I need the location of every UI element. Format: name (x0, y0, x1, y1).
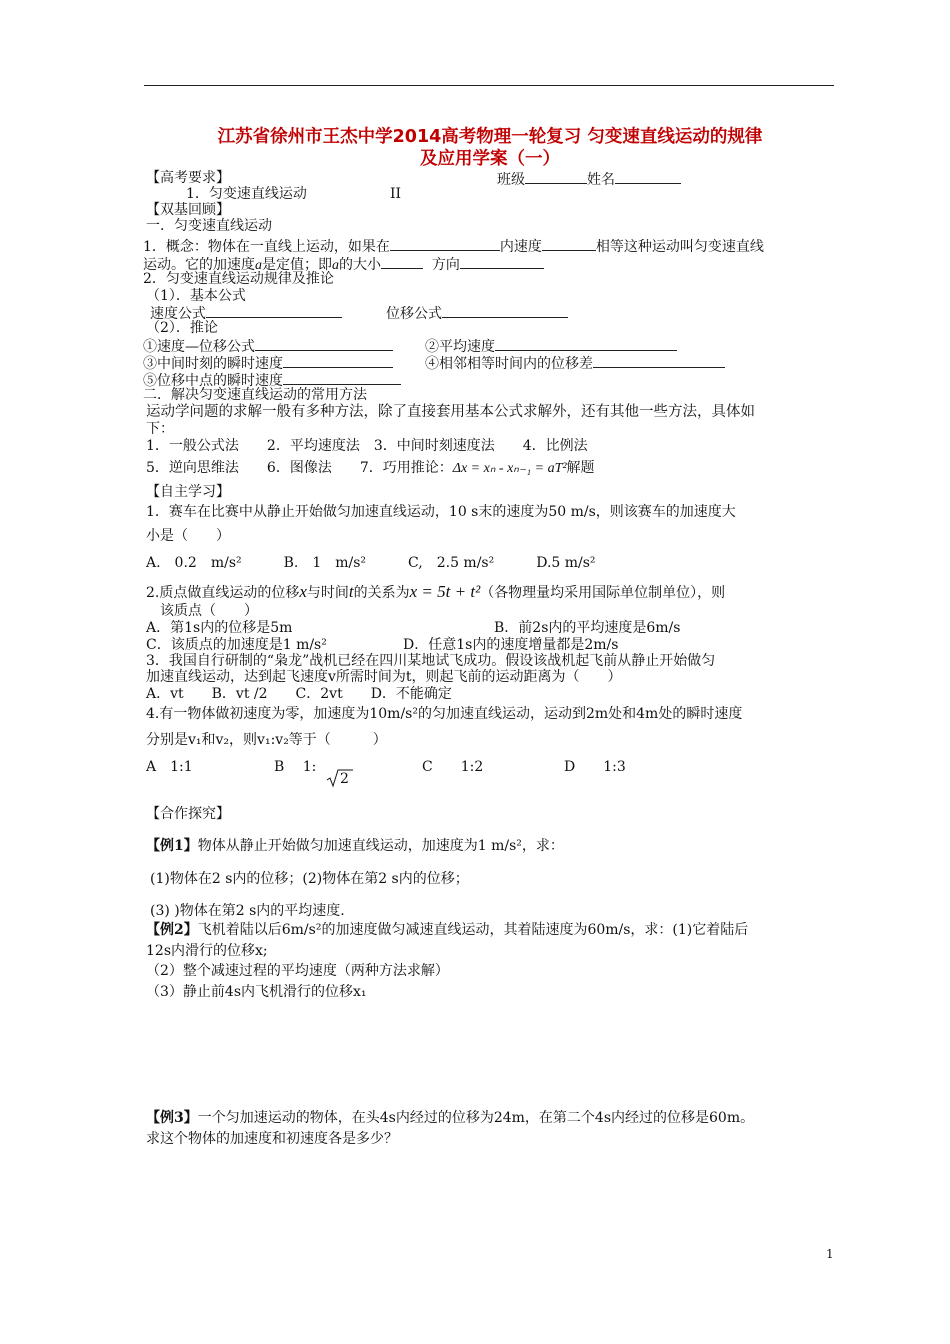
q2-line1: 2.质点做直线运动的位移x与时间t的关系为x = 5t + t²（各物理量均采用国际单位制单位），则 (146, 582, 726, 601)
gaokao-heading: 【高考要求】 (146, 170, 230, 186)
law-title: 2．匀变速直线运动规律及推论 (143, 271, 334, 287)
example2-part3: （3）静止前4s内飞机滑行的位移x₁ (146, 984, 367, 1000)
name-blank[interactable] (615, 170, 681, 184)
inf3-blank[interactable] (283, 354, 393, 368)
q4-line2: 分别是v₁和v₂，则v₁:v₂等于（ ） (146, 732, 387, 748)
methods-intro-1: 运动学问题的求解一般有多种方法，除了直接套用基本公式求解外，还有其他一些方法，具体如 (146, 404, 755, 420)
part1-title: 一．匀变速直线运动 (146, 218, 272, 234)
difference-formula: Δx = xₙ - xₙ₋₁ = aT² (452, 461, 567, 476)
inf4-blank[interactable] (593, 354, 725, 368)
q1-line2: 小是（ ） (146, 528, 230, 544)
methods-row-2: 5．逆向思维法 6．图像法 7．巧用推论：Δx = xₙ - xₙ₋₁ = aT²解题 (146, 460, 595, 476)
q1-options: A. 0.2 m/s² B. 1 m/s² C, 2.5 m/s² D.5 m/s² (146, 555, 596, 571)
page-number: 1 (826, 1247, 834, 1261)
req-item: 1．匀变速直线运动 (186, 186, 307, 202)
q4-option-d: D 1:3 (564, 759, 626, 775)
example2-tag: 【例2】 (146, 922, 198, 938)
concept-line2: 运动。它的加速度a是定值；即a的大小 方向 (143, 255, 544, 274)
concept-blank1[interactable] (390, 237, 500, 251)
inf2-blank[interactable] (495, 337, 677, 351)
example3-tag: 【例3】 (146, 1110, 198, 1126)
inf2-row: ②平均速度 (425, 337, 677, 355)
class-label: 班级 (497, 172, 525, 188)
class-blank[interactable] (525, 170, 587, 184)
velocity-blank[interactable] (206, 304, 342, 318)
inf1-row: ①速度—位移公式 (143, 337, 393, 355)
name-label: 姓名 (587, 172, 615, 188)
inf3-row: ③中间时刻的瞬时速度 (143, 354, 393, 372)
displacement-formula-row: 位移公式 (386, 304, 568, 322)
q1-line1: 1．赛车在比赛中从静止开始做匀加速直线运动，10 s末的速度为50 m/s，则该赛车的加速度大 (146, 504, 736, 520)
velocity-formula-row: 速度公式 (150, 304, 342, 322)
direction-blank[interactable] (460, 255, 544, 269)
q4-option-c: C 1:2 (422, 759, 484, 775)
q2-option-a: A．第1s内的位移是5m (146, 620, 293, 636)
example1: 【例1】物体从静止开始做匀加速直线运动，加速度为1 m/s²，求： (146, 838, 564, 854)
zizhu-heading: 【自主学习】 (146, 484, 230, 500)
header-rule (144, 85, 834, 86)
shuangji-heading: 【双基回顾】 (146, 202, 230, 218)
example2-line2: 12s内滑行的位移x; (146, 943, 268, 959)
part2-title: 二．解决匀变速直线运动的常用方法 (143, 387, 367, 403)
basic-title: （1）．基本公式 (146, 288, 246, 304)
example1-tag: 【例1】 (146, 838, 198, 854)
q4-option-a: A 1:1 (146, 759, 193, 775)
req-level: II (390, 186, 402, 202)
inf5-blank[interactable] (283, 371, 401, 385)
class-name-row (497, 170, 681, 188)
concept-blank2[interactable] (542, 237, 596, 251)
doc-title-line2: 及应用学案（一） (420, 149, 560, 169)
q2-option-b: B．前2s内的平均速度是6m/s (494, 620, 681, 636)
doc-title-line1: 江苏省徐州市王杰中学2014高考物理一轮复习 匀变速直线运动的规律 (217, 127, 763, 147)
inf4-row: ④相邻相等时间内的位移差 (425, 354, 725, 372)
methods-row-1: 1．一般公式法 2．平均速度法 3．中间时刻速度法 4．比例法 (146, 438, 588, 454)
example3-line2: 求这个物体的加速度和初速度各是多少？ (146, 1131, 398, 1147)
example1-part3: (3) )物体在第2 s内的平均速度. (150, 903, 345, 919)
q4-option-b: B 1: (274, 759, 317, 775)
q2-formula: x = 5t + t² (409, 582, 481, 601)
q3-line1: 3．我国自行研制的“枭龙”战机已经在四川某地试飞成功。假设该战机起飞前从静止开始做匀 (146, 653, 716, 669)
q3-line2: 加速直线运动，达到起飞速度v所需时间为t，则起飞前的运动距离为（ ） (146, 669, 622, 685)
q4-line1: 4.有一物体做初速度为零，加速度为10m/s²的匀加速直线运动，运动到2m处和4m处的瞬时速度 (146, 706, 743, 722)
example2-part2: （2）整个减速过程的平均速度（两种方法求解） (146, 963, 449, 979)
inference-title: （2）．推论 (146, 320, 218, 336)
q2-option-d: D．任意1s内的速度增量都是2m/s (403, 637, 619, 653)
concept-line1: 1．概念：物体在一直线上运动，如果在 内速度 相等这种运动叫匀变速直线 (143, 239, 764, 255)
displacement-blank[interactable] (442, 304, 568, 318)
inf1-blank[interactable] (255, 337, 393, 351)
inf5-row: ⑤位移中点的瞬时速度 (143, 371, 401, 389)
example1-part1: (1)物体在2 s内的位移；(2)物体在第2 s内的位移； (150, 871, 469, 887)
q2-line2: 该质点（ ） (160, 603, 258, 619)
methods-intro-2: 下： (146, 421, 174, 437)
size-blank[interactable] (381, 255, 423, 269)
q3-options: A．vt B．vt /2 C．2vt D．不能确定 (146, 686, 452, 702)
hezuo-heading: 【合作探究】 (146, 806, 230, 822)
q2-option-c: C．该质点的加速度是1 m/s² (146, 637, 327, 653)
example3: 【例3】一个匀加速运动的物体，在头4s内经过的位移为24m，在第二个4s内经过的位移是60m。 (146, 1110, 755, 1126)
example2: 【例2】飞机着陆以后6m/s²的加速度做匀减速直线运动，其着陆速度为60m/s，求：(1)它着陆后 (146, 922, 749, 938)
sqrt-symbol: 2 (326, 768, 354, 792)
